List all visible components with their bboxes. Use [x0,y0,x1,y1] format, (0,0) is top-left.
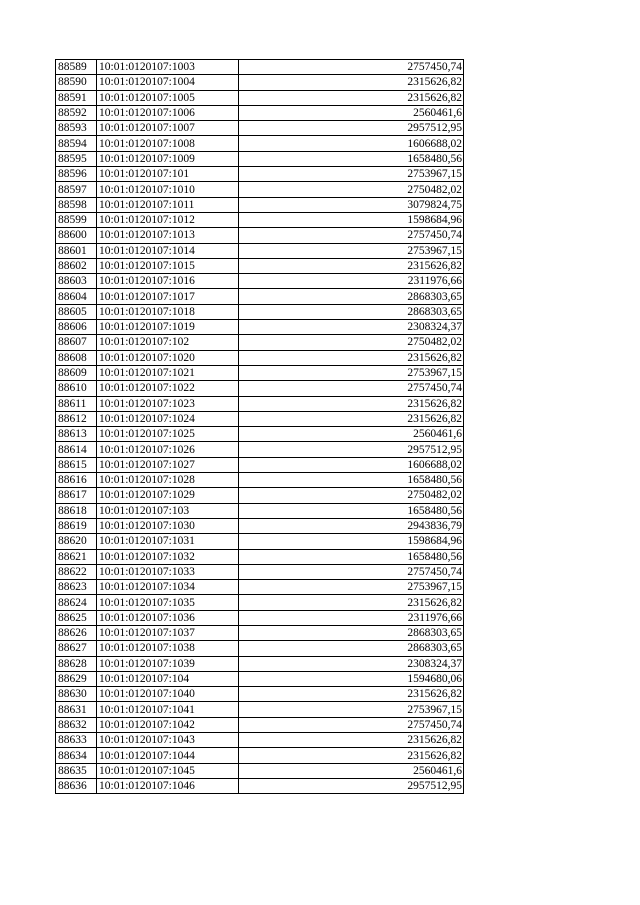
cadastral-code-cell: 10:01:0120107:1031 [97,534,239,549]
row-id-cell: 88611 [56,396,97,411]
table-body [56,60,464,794]
value-cell: 1606688,02 [239,136,464,151]
value-cell: 2868303,65 [239,304,464,319]
row-id-cell: 88629 [56,671,97,686]
table-row [56,105,464,120]
value-cell: 2868303,65 [239,641,464,656]
table-row [56,167,464,182]
cadastral-code-cell: 10:01:0120107:1008 [97,136,239,151]
value-cell: 2868303,65 [239,625,464,640]
table-row [56,488,464,503]
cadastral-code-cell: 10:01:0120107:1018 [97,304,239,319]
table-row [56,671,464,686]
table-row [56,90,464,105]
table-row [56,534,464,549]
data-table [55,59,464,794]
value-cell: 2757450,74 [239,564,464,579]
value-cell: 2753967,15 [239,702,464,717]
value-cell: 2560461,6 [239,105,464,120]
cadastral-code-cell: 10:01:0120107:1017 [97,289,239,304]
table-row [56,564,464,579]
cadastral-code-cell: 10:01:0120107:1022 [97,381,239,396]
value-cell: 2315626,82 [239,396,464,411]
table-row [56,258,464,273]
table-row [56,411,464,426]
value-cell: 2868303,65 [239,289,464,304]
table-row [56,121,464,136]
row-id-cell: 88622 [56,564,97,579]
row-id-cell: 88632 [56,717,97,732]
value-cell: 2311976,66 [239,274,464,289]
cadastral-code-cell: 10:01:0120107:1034 [97,580,239,595]
row-id-cell: 88613 [56,427,97,442]
cadastral-code-cell: 10:01:0120107:101 [97,167,239,182]
cadastral-code-cell: 10:01:0120107:1014 [97,243,239,258]
row-id-cell: 88596 [56,167,97,182]
cadastral-code-cell: 10:01:0120107:1012 [97,212,239,227]
table-row [56,381,464,396]
cadastral-code-cell: 10:01:0120107:1019 [97,320,239,335]
cadastral-code-cell: 10:01:0120107:1026 [97,442,239,457]
row-id-cell: 88597 [56,182,97,197]
row-id-cell: 88628 [56,656,97,671]
value-cell: 1594680,06 [239,671,464,686]
row-id-cell: 88595 [56,151,97,166]
value-cell: 2957512,95 [239,778,464,793]
value-cell: 2753967,15 [239,243,464,258]
value-cell: 2315626,82 [239,258,464,273]
table-row [56,320,464,335]
row-id-cell: 88620 [56,534,97,549]
row-id-cell: 88624 [56,595,97,610]
cadastral-code-cell: 10:01:0120107:1015 [97,258,239,273]
value-cell: 2560461,6 [239,427,464,442]
value-cell: 2315626,82 [239,748,464,763]
row-id-cell: 88619 [56,518,97,533]
value-cell: 2753967,15 [239,580,464,595]
value-cell: 2943836,79 [239,518,464,533]
table-row [56,289,464,304]
row-id-cell: 88607 [56,335,97,350]
row-id-cell: 88635 [56,763,97,778]
value-cell: 2757450,74 [239,60,464,75]
table-row [56,365,464,380]
row-id-cell: 88608 [56,350,97,365]
value-cell: 2308324,37 [239,656,464,671]
row-id-cell: 88634 [56,748,97,763]
cadastral-code-cell: 10:01:0120107:1040 [97,687,239,702]
row-id-cell: 88598 [56,197,97,212]
cadastral-code-cell: 10:01:0120107:1044 [97,748,239,763]
row-id-cell: 88593 [56,121,97,136]
row-id-cell: 88591 [56,90,97,105]
cadastral-code-cell: 10:01:0120107:1013 [97,228,239,243]
row-id-cell: 88594 [56,136,97,151]
cadastral-code-cell: 10:01:0120107:1006 [97,105,239,120]
cadastral-code-cell: 10:01:0120107:1003 [97,60,239,75]
cadastral-code-cell: 10:01:0120107:103 [97,503,239,518]
cadastral-code-cell: 10:01:0120107:1028 [97,473,239,488]
value-cell: 1658480,56 [239,473,464,488]
cadastral-code-cell: 10:01:0120107:1037 [97,625,239,640]
table-row [56,442,464,457]
value-cell: 2315626,82 [239,687,464,702]
value-cell: 2315626,82 [239,75,464,90]
value-cell: 2750482,02 [239,335,464,350]
table-row [56,75,464,90]
row-id-cell: 88636 [56,778,97,793]
table-row [56,457,464,472]
table-row [56,136,464,151]
row-id-cell: 88614 [56,442,97,457]
value-cell: 2315626,82 [239,733,464,748]
cadastral-code-cell: 10:01:0120107:1035 [97,595,239,610]
row-id-cell: 88625 [56,610,97,625]
cadastral-code-cell: 10:01:0120107:1025 [97,427,239,442]
cadastral-code-cell: 10:01:0120107:1010 [97,182,239,197]
row-id-cell: 88618 [56,503,97,518]
value-cell: 2315626,82 [239,90,464,105]
table-row [56,748,464,763]
row-id-cell: 88617 [56,488,97,503]
value-cell: 2308324,37 [239,320,464,335]
row-id-cell: 88626 [56,625,97,640]
cadastral-code-cell: 10:01:0120107:1011 [97,197,239,212]
value-cell: 1658480,56 [239,503,464,518]
row-id-cell: 88621 [56,549,97,564]
cadastral-code-cell: 10:01:0120107:1023 [97,396,239,411]
row-id-cell: 88601 [56,243,97,258]
value-cell: 2757450,74 [239,717,464,732]
table-row [56,549,464,564]
cadastral-code-cell: 10:01:0120107:1033 [97,564,239,579]
cadastral-code-cell: 10:01:0120107:1007 [97,121,239,136]
value-cell: 2957512,95 [239,442,464,457]
table-row [56,304,464,319]
value-cell: 2311976,66 [239,610,464,625]
table-row [56,243,464,258]
row-id-cell: 88612 [56,411,97,426]
value-cell: 2315626,82 [239,411,464,426]
value-cell: 1598684,96 [239,212,464,227]
cadastral-code-cell: 10:01:0120107:104 [97,671,239,686]
row-id-cell: 88615 [56,457,97,472]
value-cell: 2560461,6 [239,763,464,778]
table-row [56,212,464,227]
value-cell: 2315626,82 [239,350,464,365]
cadastral-code-cell: 10:01:0120107:1032 [97,549,239,564]
table-row [56,733,464,748]
table-row [56,473,464,488]
row-id-cell: 88630 [56,687,97,702]
value-cell: 2753967,15 [239,365,464,380]
row-id-cell: 88602 [56,258,97,273]
row-id-cell: 88600 [56,228,97,243]
row-id-cell: 88623 [56,580,97,595]
cadastral-code-cell: 10:01:0120107:1024 [97,411,239,426]
row-id-cell: 88627 [56,641,97,656]
table-row [56,625,464,640]
value-cell: 2957512,95 [239,121,464,136]
cadastral-code-cell: 10:01:0120107:1016 [97,274,239,289]
table-row [56,427,464,442]
cadastral-code-cell: 10:01:0120107:1043 [97,733,239,748]
table-row [56,182,464,197]
value-cell: 1658480,56 [239,549,464,564]
row-id-cell: 88590 [56,75,97,90]
row-id-cell: 88589 [56,60,97,75]
value-cell: 2757450,74 [239,228,464,243]
table-row [56,687,464,702]
cadastral-code-cell: 10:01:0120107:1036 [97,610,239,625]
cadastral-code-cell: 10:01:0120107:1020 [97,350,239,365]
row-id-cell: 88616 [56,473,97,488]
table-row [56,656,464,671]
cadastral-code-cell: 10:01:0120107:1029 [97,488,239,503]
row-id-cell: 88599 [56,212,97,227]
table-row [56,717,464,732]
cadastral-code-cell: 10:01:0120107:1038 [97,641,239,656]
table-row [56,197,464,212]
table-row [56,151,464,166]
value-cell: 1658480,56 [239,151,464,166]
cadastral-code-cell: 10:01:0120107:1005 [97,90,239,105]
cadastral-code-cell: 10:01:0120107:1046 [97,778,239,793]
row-id-cell: 88592 [56,105,97,120]
table-row [56,274,464,289]
value-cell: 3079824,75 [239,197,464,212]
row-id-cell: 88603 [56,274,97,289]
table-row [56,335,464,350]
row-id-cell: 88631 [56,702,97,717]
cadastral-code-cell: 10:01:0120107:1021 [97,365,239,380]
row-id-cell: 88633 [56,733,97,748]
table-row [56,518,464,533]
row-id-cell: 88606 [56,320,97,335]
table-row [56,702,464,717]
row-id-cell: 88604 [56,289,97,304]
value-cell: 1606688,02 [239,457,464,472]
table-row [56,503,464,518]
cadastral-code-cell: 10:01:0120107:1041 [97,702,239,717]
value-cell: 2753967,15 [239,167,464,182]
cadastral-code-cell: 10:01:0120107:1042 [97,717,239,732]
table-row [56,228,464,243]
cadastral-code-cell: 10:01:0120107:1009 [97,151,239,166]
value-cell: 2750482,02 [239,182,464,197]
table-row [56,350,464,365]
cadastral-code-cell: 10:01:0120107:1030 [97,518,239,533]
table-row [56,396,464,411]
row-id-cell: 88609 [56,365,97,380]
table-row [56,778,464,793]
value-cell: 2757450,74 [239,381,464,396]
cadastral-code-cell: 10:01:0120107:102 [97,335,239,350]
table-row [56,610,464,625]
cadastral-code-cell: 10:01:0120107:1027 [97,457,239,472]
table-row [56,641,464,656]
value-cell: 2750482,02 [239,488,464,503]
value-cell: 2315626,82 [239,595,464,610]
value-cell: 1598684,96 [239,534,464,549]
cadastral-code-cell: 10:01:0120107:1045 [97,763,239,778]
row-id-cell: 88605 [56,304,97,319]
cadastral-code-cell: 10:01:0120107:1039 [97,656,239,671]
cadastral-code-cell: 10:01:0120107:1004 [97,75,239,90]
table-row [56,763,464,778]
table-row [56,580,464,595]
table-row [56,60,464,75]
table-row [56,595,464,610]
row-id-cell: 88610 [56,381,97,396]
